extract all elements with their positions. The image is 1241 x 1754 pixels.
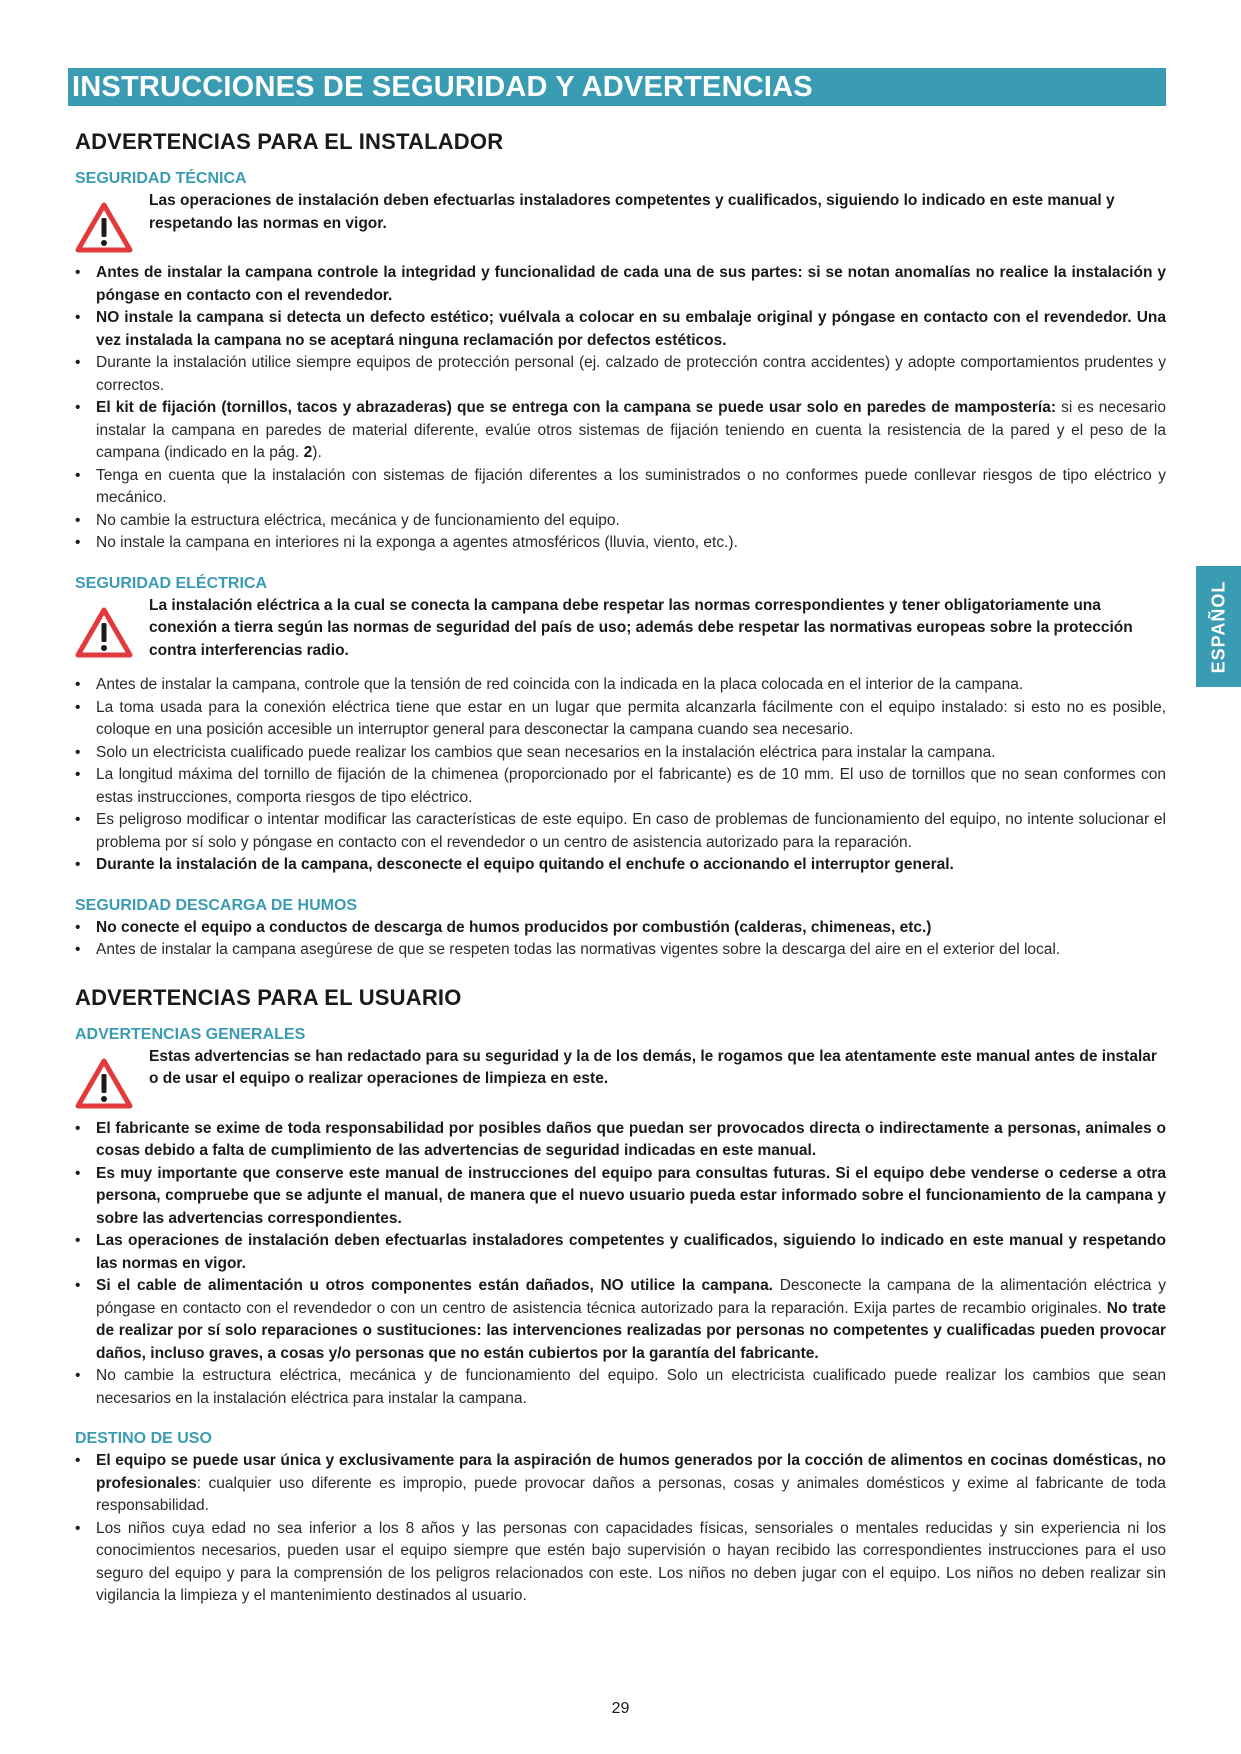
general-warnings-list	[75, 1118, 1166, 1411]
general-warning-block	[75, 1046, 1166, 1106]
smoke-safety-heading: SEGURIDAD DESCARGA DE HUMOS	[75, 896, 358, 914]
list-item: • No cambie la estructura eléctrica, mecánica y de funcionamiento del equipo. Solo un electricista cualificado puede realizar los cambios que sean necesarios en la instalación eléctrica para instalar la campana.	[75, 1365, 1166, 1410]
list-item: • El kit de fijación (tornillos, tacos y abrazaderas) que se entrega con la campana se puede usar solo en paredes de mampostería: si es necesario instalar la campana en paredes de material diferente, evalúe otros sistemas de fijación teniendo en cuenta la resistencia de la pared y el peso de la campana (indicado en la pág. 2).	[75, 397, 1166, 465]
list-item: • No conecte el equipo a conductos de descarga de humos producidos por combustión (calderas, chimeneas, etc.)	[75, 917, 1166, 940]
list-item: • El equipo se puede usar única y exclusivamente para la aspiración de humos generados por la cocción de alimentos en cocinas domésticas, no profesionales: cualquier uso diferente es impropio, puede provocar daños a personas, cosas y animales domésticos y exime al fabricante de toda responsabilidad.	[75, 1450, 1166, 1518]
page-number: 29	[611, 1700, 630, 1717]
tech-warning-block	[75, 190, 1166, 250]
warning-triangle-icon	[75, 607, 133, 659]
warning-triangle-icon	[75, 1058, 133, 1110]
intended-use-heading: DESTINO DE USO	[75, 1430, 212, 1447]
installer-heading: ADVERTENCIAS PARA EL INSTALADOR	[75, 129, 504, 154]
language-side-tab	[1196, 566, 1241, 687]
page-title: INSTRUCCIONES DE SEGURIDAD Y ADVERTENCIAS	[68, 68, 1166, 106]
list-item: • Antes de instalar la campana controle la integridad y funcionalidad de cada una de sus partes: si se notan anomalías no realice la instalación y póngase en contacto con el revendedor.	[75, 262, 1166, 307]
list-item: • Antes de instalar la campana, controle que la tensión de red coincida con la indicada en la placa colocada en el interior de la campana.	[75, 674, 1166, 697]
manual-page	[68, 68, 1166, 1608]
language-label: ESPAÑOL	[1208, 580, 1228, 673]
list-item: • El fabricante se exime de toda responsabilidad por posibles daños que puedan ser provocados directa o indirectamente a personas, animales o cosas debido a falta de cumplimiento de las advertencias de seguridad indicadas en este manual.	[75, 1118, 1166, 1163]
list-item: • La toma usada para la conexión eléctrica tiene que estar en un lugar que permita alcanzarla fácilmente con el equipo instalado: si esto no es posible, coloque en una posición accesible un interruptor general para desconectar la campana cuando sea necesario.	[75, 697, 1166, 742]
smoke-safety-list	[75, 917, 1166, 962]
list-item: • Es muy importante que conserve este manual de instrucciones del equipo para consultas futuras. Si el equipo debe venderse o cederse a otra persona, compruebe que se adjunte el manual, de manera que el nuevo usuario pueda estar informado sobre el funcionamiento de la campana y sobre las advertencias correspondientes.	[75, 1163, 1166, 1231]
list-item: • Si el cable de alimentación u otros componentes están dañados, NO utilice la campana. Desconecte la campana de la alimentación eléctrica y póngase en contacto con el revendedor o con un centro de asistencia técnica autorizado para la reparación. Exija partes de recambio originales. No trate de realizar por sí solo reparaciones o sustituciones: las intervenciones realizadas por personas no competentes y cualificadas pueden provocar daños, incluso graves, a cosas y/o personas que no están cubiertos por la garantía del fabricante.	[75, 1275, 1166, 1365]
elec-safety-list	[75, 674, 1166, 877]
list-item: • Solo un electricista cualificado puede realizar los cambios que sean necesarios en la instalación eléctrica para instalar la campana.	[75, 742, 1166, 765]
list-item: • Durante la instalación de la campana, desconecte el equipo quitando el enchufe o accionando el interruptor general.	[75, 854, 1166, 877]
list-item: • No cambie la estructura eléctrica, mecánica y de funcionamiento del equipo.	[75, 510, 1166, 533]
elec-safety-heading: SEGURIDAD ELÉCTRICA	[75, 574, 268, 592]
list-item: • La longitud máxima del tornillo de fijación de la chimenea (proporcionado por el fabricante) es de 10 mm. El uso de tornillos que no sean conformes con estas instrucciones, comporta riesgos de tipo eléctrico.	[75, 764, 1166, 809]
list-item: • NO instale la campana si detecta un defecto estético; vuélvala a colocar en su embalaje original y póngase en contacto con el revendedor. Una vez instalada la campana no se aceptará ninguna reclamación por defectos estéticos.	[75, 307, 1166, 352]
elec-warning-text: La instalación eléctrica a la cual se conecta la campana debe respetar las normas correspondientes y tener obligatoriamente una conexión a tierra según las normas de seguridad del país de uso; además debe respetar las normativas europeas sobre la protección contra interferencias radio.	[149, 596, 1133, 659]
list-item: • Antes de instalar la campana asegúrese de que se respeten todas las normativas vigentes sobre la descarga del aire en el exterior del local.	[75, 939, 1166, 962]
intended-use-list	[75, 1450, 1166, 1608]
list-item: • No instale la campana en interiores ni la exponga a agentes atmosféricos (lluvia, viento, etc.).	[75, 532, 1166, 555]
warning-triangle-icon	[75, 202, 133, 254]
list-item: • Las operaciones de instalación deben efectuarlas instaladores competentes y cualificados, siguiendo lo indicado en este manual y respetando las normas en vigor.	[75, 1230, 1166, 1275]
list-item: • Es peligroso modificar o intentar modificar las características de este equipo. En caso de problemas de funcionamiento del equipo, no intente solucionar el problema por sí solo y póngase en contacto con el revendedor o un centro de asistencia autorizado para la reparación.	[75, 809, 1166, 854]
tech-safety-heading: SEGURIDAD TÉCNICA	[75, 170, 247, 187]
list-item: • Durante la instalación utilice siempre equipos de protección personal (ej. calzado de protección contra accidentes) y adopte comportamientos prudentes y correctos.	[75, 352, 1166, 397]
tech-safety-list	[75, 262, 1166, 555]
list-item: • Los niños cuya edad no sea inferior a los 8 años y las personas con capacidades físicas, sensoriales o mentales reducidas y sin experiencia ni los conocimientos necesarios, pueden usar el equipo siempre que estén bajo supervisión o hayan recibido las correspondientes instrucciones para el uso seguro del equipo y para la comprensión de los peligros relacionados con este. Los niños no deben jugar con el equipo. Los niños no deben realizar sin vigilancia la limpieza y el mantenimiento destinados al usuario.	[75, 1518, 1166, 1608]
list-item: • Tenga en cuenta que la instalación con sistemas de fijación diferentes a los suministrados o no conformes puede conllevar riesgos de tipo eléctrico y mecánico.	[75, 465, 1166, 510]
general-warnings-heading: ADVERTENCIAS GENERALES	[75, 1025, 306, 1043]
elec-warning-block	[75, 595, 1166, 663]
user-heading: ADVERTENCIAS PARA EL USUARIO	[75, 984, 462, 1010]
tech-warning-text: Las operaciones de instalación deben efectuarlas instaladores competentes y cualificados, siguiendo lo indicado en este manual y respetando las normas en vigor.	[149, 192, 1115, 232]
general-warning-text: Estas advertencias se han redactado para su seguridad y la de los demás, le rogamos que lea atentamente este manual antes de instalar o de usar el equipo o realizar operaciones de limpieza en este.	[149, 1047, 1157, 1087]
